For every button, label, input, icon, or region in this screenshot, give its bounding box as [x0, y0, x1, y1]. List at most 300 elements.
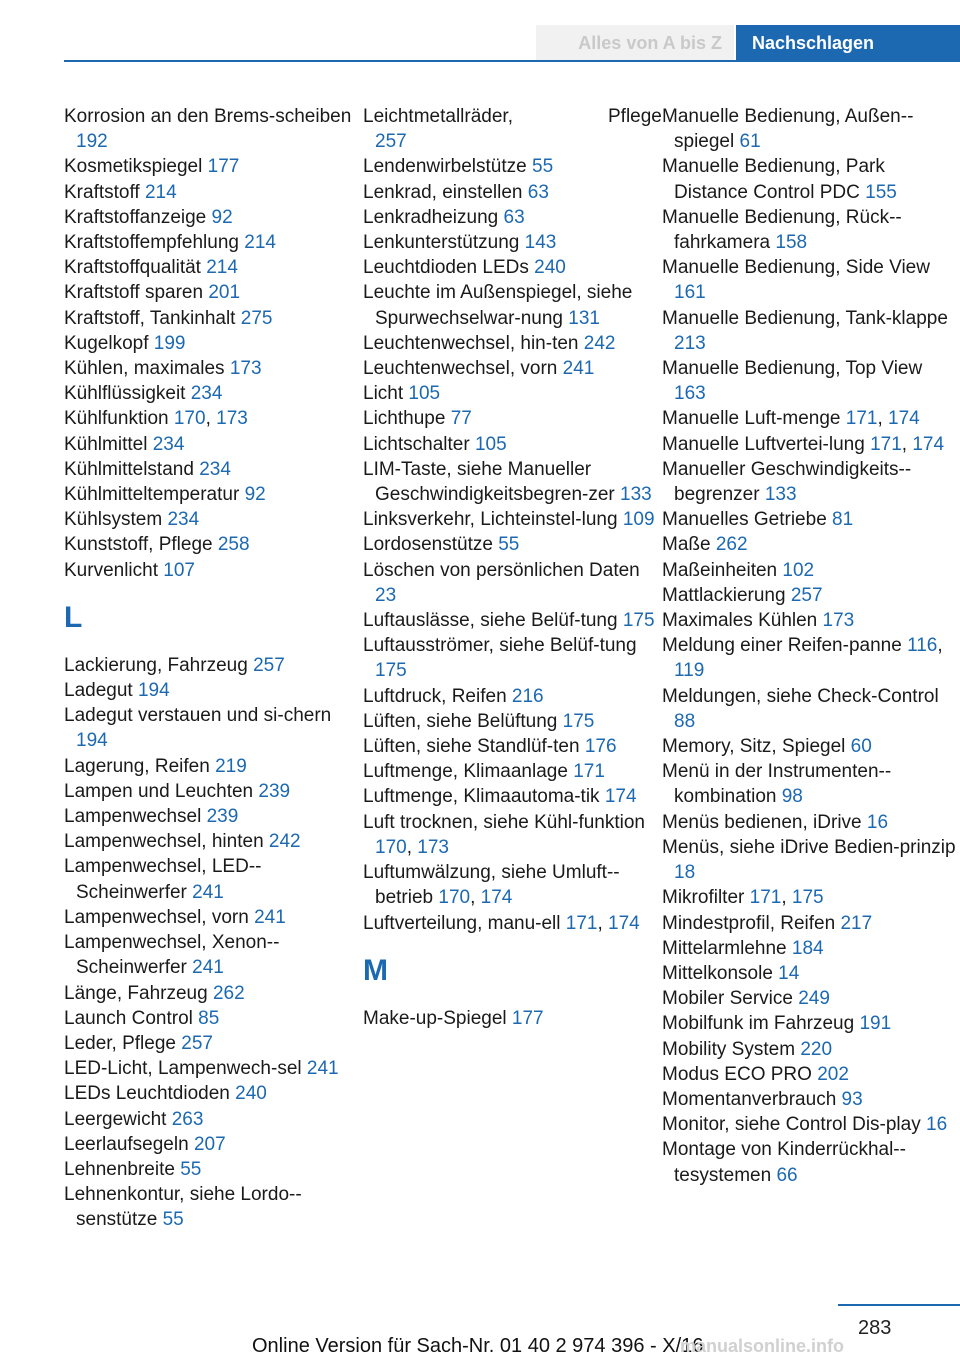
index-entry-term: Kosmetikspiegel [64, 156, 203, 178]
index-entry-term: Korrosion an den Brems-scheiben [64, 106, 352, 127]
index-entry [64, 804, 364, 829]
index-entry [64, 331, 364, 356]
index-entry [64, 703, 364, 753]
index-entry-term: Kunststoff, Pflege [64, 534, 213, 556]
page-reference-link[interactable]: 88 [674, 710, 696, 732]
page-reference-link[interactable]: 92 [211, 206, 233, 228]
page-reference-link[interactable]: 241 [192, 881, 224, 903]
index-entry [363, 507, 663, 532]
page-reference-link[interactable]: 262 [715, 534, 748, 556]
index-entry [363, 180, 663, 205]
index-entry-term: LEDs Leuchtdioden [64, 1083, 230, 1105]
page-reference-link[interactable]: 234 [190, 383, 223, 405]
index-entry [662, 911, 958, 936]
index-entry-term: Manuelle Bedienung, Park Distance Control PDC [662, 156, 885, 203]
index-entry-term: LED-Licht, Lampenwech-sel [64, 1058, 302, 1080]
index-entry-term: Kühlflüssigkeit [64, 383, 186, 405]
page-reference-link[interactable]: 55 [180, 1158, 202, 1180]
index-entry-term: Manueller Geschwindigkeits-begrenzer [662, 458, 912, 506]
index-entry-term: Launch Control [64, 1007, 193, 1029]
index-entry [64, 1056, 364, 1081]
page-reference-link[interactable]: 239 [258, 780, 291, 802]
page-reference-link[interactable]: 143 [524, 232, 557, 254]
page-reference-link[interactable]: 214 [206, 257, 238, 279]
page-reference-link[interactable]: 158 [775, 232, 808, 254]
index-entry [64, 381, 364, 406]
header-rule [64, 60, 960, 62]
index-entry-term: Lenkunterstützung [363, 232, 520, 254]
index-entry [363, 104, 663, 154]
index-entry [363, 406, 663, 431]
index-entry [662, 961, 958, 986]
page-reference-link[interactable]: 170 [173, 408, 206, 430]
index-entry-term: Lichtschalter [363, 433, 470, 455]
index-entry-term: Löschen von persönlichen Daten [363, 559, 640, 581]
page-reference-link[interactable]: 220 [800, 1038, 833, 1060]
index-entry [64, 678, 364, 703]
index-entry-term: Kraftstoffanzeige [64, 206, 207, 228]
page-reference-link[interactable]: 216 [511, 685, 544, 707]
page-reference-link[interactable]: 171 [749, 887, 782, 909]
index-entry-term: Leuchtdioden LEDs [363, 257, 529, 279]
page-reference-link[interactable]: 98 [781, 786, 803, 808]
page-reference-link[interactable]: 105 [474, 433, 507, 455]
index-entry: Manuelle Luft-menge 171, 174 [662, 408, 920, 430]
index-entry [363, 356, 663, 381]
index-entry [662, 810, 958, 835]
index-entry-term: Lampenwechsel, hinten [64, 831, 264, 853]
index-entry-term: Leuchte im Außenspiegel, siehe Spurwechselwar-nung [363, 282, 633, 329]
index-entry-term: Mobility System [662, 1038, 796, 1060]
page-reference-link[interactable]: 175 [562, 710, 595, 732]
index-entry-term: Monitor, siehe Control Dis-play [662, 1114, 921, 1136]
index-entry-term: Luftmenge, Klimaanlage [363, 761, 568, 783]
page-reference-link[interactable]: 107 [163, 559, 195, 581]
page-reference-link[interactable]: 155 [865, 181, 897, 203]
page-reference-link[interactable]: 170 [375, 836, 407, 858]
index-entry [363, 759, 663, 784]
index-entry [662, 759, 958, 809]
footer-rule [838, 1304, 960, 1306]
page-reference-link[interactable]: 257 [253, 654, 285, 676]
page-reference-link[interactable]: 175 [375, 660, 407, 682]
page-reference-link[interactable]: 173 [229, 358, 262, 380]
page-reference-link[interactable]: 240 [534, 257, 566, 279]
index-entry [662, 583, 958, 608]
index-entry-term: Lagerung, Reifen [64, 755, 210, 777]
page-reference-link[interactable]: 214 [144, 181, 177, 203]
index-entry-term: Kühlsystem [64, 509, 163, 531]
page-reference-link[interactable]: 234 [199, 458, 231, 480]
index-entry-term: Mittelkonsole [662, 962, 773, 984]
index-entry-term: Meldungen, siehe Check-Control [662, 685, 939, 707]
index-entry-term: Lichthupe [363, 408, 446, 430]
index-entry-term: Kraftstoff, Tankinhalt [64, 307, 236, 329]
index-entry [64, 754, 364, 779]
index-entry [64, 104, 364, 154]
index-entry-term: Linksverkehr, Lichteinstel-lung [363, 509, 618, 531]
index-entry-term: Kühlmittelstand [64, 458, 194, 480]
page-reference-link[interactable]: 93 [841, 1088, 863, 1110]
index-entry [662, 532, 958, 557]
index-entry-term: Ladegut [64, 680, 133, 702]
page-reference-link[interactable]: 258 [217, 534, 250, 556]
index-entry-term: Lüften, siehe Belüftung [363, 710, 558, 732]
index-entry [363, 432, 663, 457]
page-reference-link[interactable]: 257 [375, 131, 407, 153]
index-entry-term: Manuelle Bedienung, Top View [662, 358, 923, 380]
page-reference-link[interactable]: 241 [562, 358, 595, 380]
index-entry-term: Manuelle Bedienung, Außen-spiegel [662, 106, 914, 153]
page-reference-link[interactable]: 207 [193, 1133, 226, 1155]
index-entry [363, 532, 663, 557]
index-entry [662, 154, 958, 204]
page-reference-link[interactable]: 234 [167, 509, 200, 531]
page-reference-link[interactable]: 202 [817, 1063, 849, 1085]
page-reference-link[interactable]: 171 [845, 408, 878, 430]
page-reference-link[interactable]: 171 [870, 433, 902, 455]
page-reference-link[interactable]: 161 [674, 282, 706, 304]
page-reference-link[interactable]: 214 [244, 232, 276, 254]
page-reference-link[interactable]: 174 [888, 408, 920, 430]
index-entry [662, 558, 958, 583]
index-entry [662, 1137, 958, 1187]
page-reference-link[interactable]: 184 [791, 937, 824, 959]
index-entry-term: Mobilfunk im Fahrzeug [662, 1013, 855, 1035]
index-entry [662, 356, 958, 406]
index-entry [363, 280, 663, 330]
page-reference-link[interactable]: 242 [268, 831, 301, 853]
page-reference-link[interactable]: 192 [76, 131, 108, 153]
index-entry [64, 854, 364, 904]
index-entry-term: Maße [662, 534, 711, 556]
index-entry-term: Lackierung, Fahrzeug [64, 654, 248, 676]
page-reference-link[interactable]: 109 [622, 509, 655, 531]
index-entry-term: Mindestprofil, Reifen [662, 912, 836, 934]
page-reference-link[interactable]: 175 [791, 887, 824, 909]
index-entry-term: Luftdruck, Reifen [363, 685, 507, 707]
index-entry [64, 829, 364, 854]
page-reference-link[interactable]: 239 [206, 806, 239, 828]
index-entry-term: Lenkradheizung [363, 206, 499, 228]
index-entry-term: Kühlmitteltemperatur [64, 484, 240, 506]
index-entry [64, 457, 364, 482]
index-entry-term: Kugelkopf [64, 332, 149, 354]
index-entry [64, 180, 364, 205]
index-entry [64, 558, 364, 583]
index-entry-term: Luftmenge, Klimaautoma-tik [363, 786, 600, 808]
index-entry-term: Montage von Kinderrückhal-tesystemen [662, 1139, 906, 1186]
index-entry-term: Manuelle Luftvertei-lung [662, 433, 865, 455]
page-reference-link[interactable]: 194 [137, 680, 170, 702]
index-entry-term: Kraftstoff [64, 181, 140, 203]
page-reference-link[interactable]: 257 [181, 1032, 213, 1054]
page-reference-link[interactable]: 174 [912, 433, 945, 455]
index-entry-term: Mittelarmlehne [662, 937, 787, 959]
page-reference-link[interactable]: 14 [778, 962, 800, 984]
index-entry [662, 104, 958, 154]
page-reference-link[interactable]: 173 [216, 408, 248, 430]
page-reference-link[interactable]: 55 [162, 1209, 184, 1231]
index-column-1 [64, 104, 364, 1233]
index-entry-term: Kurvenlicht [64, 559, 158, 581]
index-entry-term: Lendenwirbelstütze [363, 156, 527, 178]
page-reference-link[interactable]: 201 [208, 282, 241, 304]
page-reference-link[interactable]: 133 [620, 484, 652, 506]
index-entry: Luftverteilung, manu-ell 171, 174 [363, 912, 640, 934]
index-entry [363, 608, 663, 633]
index-entry-term: Mattlackierung [662, 584, 786, 606]
index-entry-term: Kraftstoffempfehlung [64, 232, 239, 254]
index-entry [64, 1182, 364, 1232]
index-entry-term: Manuelles Getriebe [662, 509, 827, 531]
index-entry [64, 432, 364, 457]
page-reference-link[interactable]: 81 [832, 509, 854, 531]
index-entry [662, 684, 958, 734]
index-entry-term: Lampenwechsel, Xenon-Scheinwerfer [64, 932, 280, 979]
index-entry-term: Kraftstoffqualität [64, 257, 201, 279]
page-reference-link[interactable]: 131 [568, 307, 600, 329]
page-reference-link[interactable]: 133 [764, 484, 797, 506]
index-entry [662, 1037, 958, 1062]
index-entry [64, 930, 364, 980]
index-entry [662, 205, 958, 255]
index-entry-term: Manuelle Luft-menge [662, 408, 841, 430]
page-reference-link[interactable]: 173 [822, 610, 855, 632]
index-entry-term: Lampenwechsel, vorn [64, 906, 249, 928]
page-reference-link[interactable]: 85 [198, 1007, 220, 1029]
index-entry [662, 1112, 958, 1137]
page-reference-link[interactable]: 213 [674, 332, 706, 354]
index-entry [363, 255, 663, 280]
index-entry-term: Menüs bedienen, iDrive [662, 811, 862, 833]
index-entry-term: Länge, Fahrzeug [64, 982, 208, 1004]
index-entry-term: Luftumwälzung, siehe Umluft-betrieb [363, 862, 620, 909]
index-entry-term: Leuchtenwechsel, vorn [363, 358, 558, 380]
index-entry [363, 558, 663, 608]
index-entry-term: Modus ECO PRO [662, 1063, 812, 1085]
index-entry-term: Luft trocknen, siehe Kühl-funktion [363, 811, 646, 833]
index-entry [363, 633, 663, 683]
index-entry-term: Mikrofilter [662, 887, 745, 909]
index-entry-term: Menüs, siehe iDrive Bedien-prinzip [662, 836, 956, 858]
index-letter-heading: L [64, 600, 83, 634]
index-entry-term: Lampenwechsel [64, 806, 202, 828]
index-entry-term: Kraftstoff sparen [64, 282, 204, 304]
index-entry-term: Leergewicht [64, 1108, 167, 1130]
index-entry [662, 457, 958, 507]
index-entry [363, 734, 663, 759]
index-entry [64, 1006, 364, 1031]
page-reference-link[interactable]: 249 [798, 988, 830, 1010]
page-reference-link[interactable]: 217 [840, 912, 873, 934]
index-entry [64, 905, 364, 930]
page-reference-link[interactable]: 263 [171, 1108, 204, 1130]
index-entry-term: Luftverteilung, manu-ell [363, 912, 561, 934]
index-entry-term: Menü in der Instrumenten-kombination [662, 761, 892, 808]
page-reference-link[interactable]: 174 [604, 786, 637, 808]
index-entry [64, 1107, 364, 1132]
page-number: 283 [858, 1317, 892, 1339]
index-entry [64, 507, 364, 532]
index-entry-term: Luftausströmer, siehe Belüf-tung [363, 635, 637, 657]
index-letter-heading: M [363, 953, 388, 987]
page-reference-link[interactable]: 55 [498, 534, 520, 556]
page-reference-link[interactable]: 175 [622, 610, 655, 632]
index-entry-term: Leder, Pflege [64, 1032, 176, 1054]
index-entry-term: Lampen und Leuchten [64, 780, 254, 802]
index-entry [363, 684, 663, 709]
page-reference-link[interactable]: 60 [850, 736, 872, 758]
index-entry [64, 154, 364, 179]
page-reference-link[interactable]: 194 [76, 730, 108, 752]
index-entry [363, 709, 663, 734]
page-reference-link[interactable]: 63 [527, 181, 549, 203]
index-entry-term: Luftauslässe, siehe Belüf-tung [363, 610, 618, 632]
index-entry-term: Lüften, siehe Standlüf-ten [363, 736, 580, 758]
index-entry-term: Kühlmittel [64, 433, 148, 455]
page-reference-link[interactable]: 219 [215, 755, 247, 777]
index-entry-term: Ladegut verstauen und si-chern [64, 705, 332, 727]
index-entry [662, 986, 958, 1011]
index-entry-term: Licht [363, 383, 404, 405]
index-entry [64, 306, 364, 331]
index-entry: Luft trocknen, siehe Kühl-funktion 170, 173 [363, 811, 646, 858]
index-entry [64, 1031, 364, 1056]
index-entry [64, 205, 364, 230]
page-reference-link[interactable]: 174 [480, 887, 513, 909]
index-entry: Mikrofilter 171, 175 [662, 887, 824, 909]
index-entry [662, 936, 958, 961]
index-entry-term: Lampenwechsel, LED-Scheinwerfer [64, 856, 262, 903]
index-entry [662, 835, 958, 885]
index-entry-term: Lenkrad, einstellen [363, 181, 523, 203]
page-reference-link[interactable]: 173 [417, 836, 449, 858]
index-entry-term: Leerlaufsegeln [64, 1133, 189, 1155]
page-reference-link[interactable]: 241 [306, 1058, 339, 1080]
index-entry-term: Maßeinheiten [662, 559, 778, 581]
index-entry [64, 532, 364, 557]
index-entry [363, 784, 663, 809]
page-reference-link[interactable]: 240 [235, 1083, 267, 1105]
page-reference-link[interactable]: 23 [375, 584, 397, 606]
chapter-tab[interactable]: Nachschlagen [736, 25, 960, 61]
index-entry-term: Kühlen, maximales [64, 358, 225, 380]
index-entry-term: Momentanverbrauch [662, 1088, 837, 1110]
page-reference-link[interactable]: 163 [674, 383, 706, 405]
page-reference-link[interactable]: 176 [584, 736, 617, 758]
index-entry [662, 734, 958, 759]
page-reference-link[interactable]: 102 [782, 559, 815, 581]
index-entry [64, 981, 364, 1006]
index-entry-term: Memory, Sitz, Spiegel [662, 736, 846, 758]
index-entry [363, 381, 663, 406]
watermark: manualsonline.info [680, 1336, 845, 1356]
page-reference-link[interactable]: 16 [926, 1114, 948, 1136]
index-entry-term: Mobiler Service [662, 988, 793, 1010]
index-entry [662, 608, 958, 633]
page-reference-link[interactable]: 92 [244, 484, 266, 506]
index-entry [64, 1157, 364, 1182]
index-entry-term: Leichtmetallräder, Pflege [363, 106, 662, 127]
page-reference-link[interactable]: 16 [866, 811, 889, 833]
index-entry: Meldung einer Reifen-panne 116, 119 [662, 635, 943, 682]
page-reference-link[interactable]: 116 [907, 635, 938, 657]
page-reference-link[interactable]: 257 [790, 584, 823, 606]
index-entry-term: Lehnenkontur, siehe Lordo-senstütze [64, 1184, 302, 1231]
index-entry [662, 1011, 958, 1036]
page-reference-link[interactable]: 262 [212, 982, 245, 1004]
page-reference-link[interactable]: 241 [192, 957, 224, 979]
index-entry [64, 653, 364, 678]
page-reference-link[interactable]: 55 [532, 156, 554, 178]
page-reference-link[interactable]: 18 [674, 862, 696, 884]
page-reference-link[interactable]: 63 [503, 206, 525, 228]
index-entry [64, 779, 364, 804]
page-reference-link[interactable]: 191 [859, 1013, 892, 1035]
index-entry-term: Leuchtenwechsel, hin-ten [363, 332, 579, 354]
index-entry [662, 1062, 958, 1087]
index-entry [363, 154, 663, 179]
page-reference-link[interactable]: 61 [739, 131, 761, 153]
page-reference-link[interactable]: 174 [608, 912, 640, 934]
index-entry [662, 255, 958, 305]
index-entry [363, 457, 663, 507]
page-reference-link[interactable]: 275 [240, 307, 273, 329]
page-reference-link[interactable]: 241 [254, 906, 286, 928]
index-entry [363, 230, 663, 255]
index-entry [64, 1081, 364, 1106]
index-entry [363, 205, 663, 230]
index-entry [662, 1087, 958, 1112]
page-reference-link[interactable]: 177 [511, 1007, 544, 1029]
page-reference-link[interactable]: 66 [776, 1164, 798, 1186]
index-entry: Kühlfunktion 170, 173 [64, 408, 248, 430]
index-entry: Manuelle Luftvertei-lung 171, 174 [662, 433, 945, 455]
page-reference-link[interactable]: 177 [207, 156, 240, 178]
index-entry-term: Kühlfunktion [64, 408, 169, 430]
page-reference-link[interactable]: 171 [573, 761, 605, 783]
page-reference-link[interactable]: 105 [408, 383, 441, 405]
index-entry [363, 1006, 663, 1031]
index-entry [64, 230, 364, 255]
page-reference-link[interactable]: 170 [438, 887, 471, 909]
index-entry-term: LIM-Taste, siehe Manueller Geschwindigkeitsbegren-zer [363, 458, 615, 506]
page-header [0, 25, 960, 61]
index-entry-term: Maximales Kühlen [662, 610, 818, 632]
index-entry [64, 356, 364, 381]
page-reference-link[interactable]: 234 [152, 433, 185, 455]
index-entry [363, 331, 663, 356]
index-entry [64, 280, 364, 305]
index-entry [64, 255, 364, 280]
index-entry-term: Lordosenstütze [363, 534, 493, 556]
footer-version: Online Version für Sach-Nr. 01 40 2 974 396 - X/16 [252, 1335, 704, 1357]
index-entry [662, 507, 958, 532]
index-entry: Luftumwälzung, siehe Umluft-betrieb 170, 174 [363, 862, 620, 909]
index-entry [662, 306, 958, 356]
section-tab[interactable]: Alles von A bis Z [536, 25, 734, 61]
page-reference-link[interactable]: 242 [583, 332, 616, 354]
index-entry-term: Make-up-Spiegel [363, 1007, 507, 1029]
page-reference-link[interactable]: 171 [565, 912, 598, 934]
index-column-2 [363, 104, 663, 1031]
page-reference-link[interactable]: 119 [674, 660, 705, 682]
page-reference-link[interactable]: 199 [153, 332, 186, 354]
index-entry-term: Manuelle Bedienung, Tank-klappe [662, 307, 948, 329]
index-entry [64, 482, 364, 507]
page-reference-link[interactable]: 77 [450, 408, 472, 430]
